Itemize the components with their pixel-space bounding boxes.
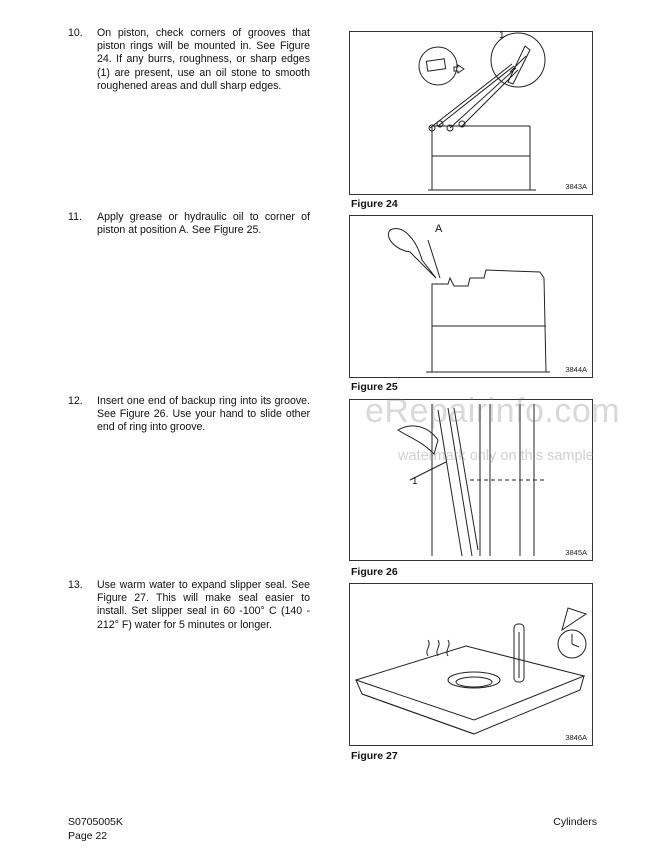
figure-caption: Figure 24 bbox=[351, 198, 398, 210]
step-12 bbox=[68, 395, 310, 435]
step-number: 13. bbox=[68, 579, 83, 591]
step-text: On piston, check corners of grooves that piston rings will be mounted in. See Figure 24. If any burrs, roughness, or sharp edges (1) are present, use an oil stone to smooth roughened areas and dull sharp edges. bbox=[97, 27, 310, 92]
oil-stone-icon bbox=[426, 59, 445, 71]
footer-doc-code: S0705005K bbox=[68, 816, 123, 828]
oil-stone-detail-circle bbox=[419, 47, 457, 85]
slipper-seal bbox=[448, 672, 500, 688]
watermark-logo-text: eRepairinfo.com bbox=[365, 392, 621, 430]
figure-caption: Figure 27 bbox=[351, 750, 398, 762]
watermark-sample-note: watermark only on this sample bbox=[398, 448, 594, 464]
piston-groove-illustration bbox=[350, 32, 594, 196]
figure-27-image bbox=[349, 583, 593, 746]
step-number: 10. bbox=[68, 27, 83, 39]
piston-grease-illustration bbox=[350, 216, 594, 379]
callout-label: A bbox=[435, 223, 443, 235]
water-tray bbox=[356, 646, 584, 720]
warm-water-tray-illustration bbox=[350, 584, 594, 747]
callout-label: 1 bbox=[412, 476, 418, 487]
grease-brush-icon bbox=[388, 229, 436, 278]
figure-code: 3846A bbox=[565, 733, 587, 742]
footer-section-title: Cylinders bbox=[553, 816, 597, 828]
step-text: Apply grease or hydraulic oil to corner of piston at position A. See Figure 25. bbox=[97, 211, 310, 237]
footer-page-number: Page 22 bbox=[68, 830, 108, 842]
step-text: Use warm water to expand slipper seal. See Figure 27. This will make seal easier to install. Set slipper seal in 60 -100° C (140 - 212° F) water for 5 minutes or longer. bbox=[97, 579, 310, 631]
steam-lines bbox=[427, 640, 449, 656]
step-number: 11. bbox=[68, 211, 82, 223]
callout-label: 1 bbox=[499, 30, 505, 41]
figure-24-image bbox=[349, 31, 593, 195]
figure-caption: Figure 25 bbox=[351, 381, 398, 393]
figure-code: 3845A bbox=[565, 548, 587, 557]
step-10 bbox=[68, 27, 310, 93]
step-13 bbox=[68, 579, 310, 632]
step-text: Insert one end of backup ring into its groove. See Figure 26. Use your hand to slide other end of ring into groove. bbox=[97, 395, 310, 434]
step-number: 12. bbox=[68, 395, 83, 407]
arrow-icon bbox=[454, 65, 464, 73]
figure-code: 3843A bbox=[565, 182, 587, 191]
figure-code: 3844A bbox=[565, 365, 587, 374]
figure-25-image bbox=[349, 215, 593, 378]
step-11 bbox=[68, 211, 310, 237]
figure-caption: Figure 26 bbox=[351, 566, 398, 578]
